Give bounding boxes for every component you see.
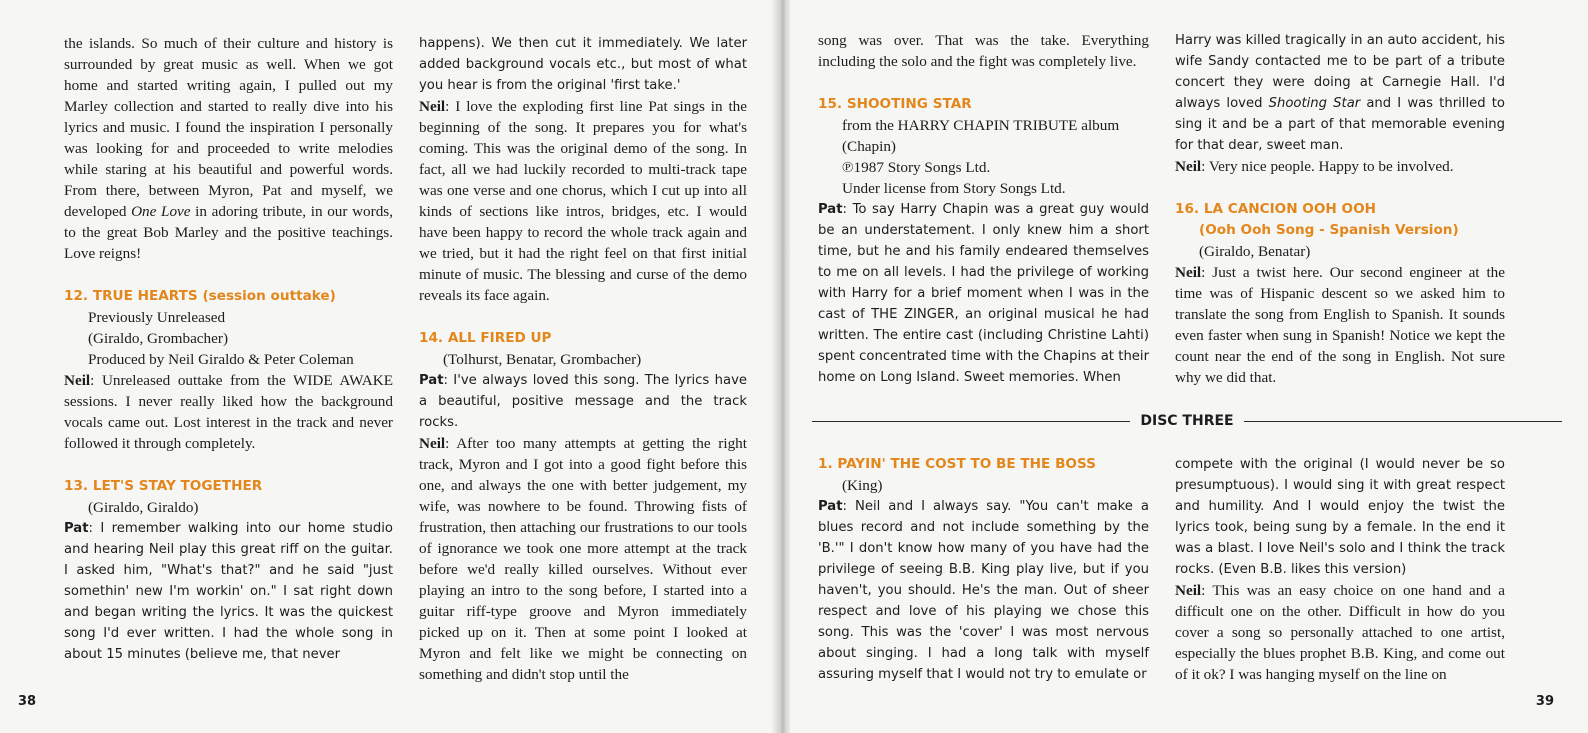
track-15-credit: (Chapin) <box>842 138 896 155</box>
paragraph-text: in adoring tribute, in our words, to the great Bob Marley and the positive teachings. Love reigns! <box>64 203 393 262</box>
track-16-subheading: (Ooh Ooh Song - Spanish Version) <box>1199 222 1459 238</box>
track-13-comment <box>64 518 393 665</box>
payin-cost-continued: compete with the original (I would never be so presumptuous). I would sing it with great respect and humility. And I would enjoy the twist the lyrics took, being sung by a female. In the end it was a blast. I love Neil's solo and I think the track rocks. (Even B.B. likes this version) <box>1175 457 1505 577</box>
track-14-neil-comment <box>419 433 747 685</box>
left-column-1 <box>64 33 393 665</box>
comment-text: : After too many attempts at getting the right track, Myron and I got into a good fight before this one, and always the one with better judgement, my wife, was nowhere to be found. Throwing fists of frustration, then attaching our frustrations to our tools of ignorance we took one more attempt at the track before we'd really killed ourselves. Without ever playing an intro to the song before, I started into a guitar riff-type groove and Myron immediately picked up on it. Then at some point I looked at Myron and felt like we might be connecting on something and didn't stop until the <box>419 435 747 683</box>
track-16-heading: 16. LA CANCION OOH OOH <box>1175 201 1377 217</box>
page-number-left: 38 <box>18 694 37 709</box>
track-13-credit: (Giraldo, Giraldo) <box>88 499 199 516</box>
disc3-track-1-heading: 1. PAYIN' THE COST TO BE THE BOSS <box>818 456 1096 472</box>
track-12-credit: (Giraldo, Grombacher) <box>88 330 229 347</box>
track-16-credit: (Giraldo, Benatar) <box>1199 243 1311 260</box>
track-15-line: from the HARRY CHAPIN TRIBUTE album <box>842 117 1120 134</box>
comment-text: : Very nice people. Happy to be involved. <box>1201 158 1454 175</box>
right-column-1 <box>818 30 1149 388</box>
comment-text: : Neil and I always say. "You can't make a blues record and not include something by the 'B.'" I don't know how many of you have had the privilege of seeing B.B. King play live, but if you haven't, you should. He's the man. Out of sheer respect and love of his playing we chose this song. This was the 'cover' I was most nervous about singing. I had a long talk with myself assuring myself that I would not try to emulate or <box>818 499 1149 682</box>
comment-text: : I remember walking into our home studio and hearing Neil play this great riff on the guitar. I asked him, "What's that?" and he said "just somethin' new I'm workin' on." I sat right down and began writing the lyrics. It was the quickest song I'd ever written. I had the whole song in about 15 minutes (believe me, that never <box>64 521 393 662</box>
speaker-label: Pat <box>64 521 89 536</box>
left-column-2 <box>419 33 747 685</box>
paragraph-text: the islands. So much of their culture and history is surrounded by great music as well. When we got home and started writing again, I pulled out my Marley collection and started to really dive into his lyrics and music. I found the inspiration I personally was looking for and proceeded to write melodies while staring at his beautiful and powerful words. From there, between Myron, Pat and myself, we developed <box>64 35 393 220</box>
speaker-label: Pat <box>419 373 444 388</box>
paragraph-text: and I was thrilled to sing it and be a part of that memorable evening for that dear, sweet man. <box>1175 96 1505 153</box>
speaker-label: Neil <box>1175 158 1202 175</box>
divider-line <box>812 421 1130 422</box>
shooting-star-continued <box>1175 30 1505 156</box>
disc3-track-1-comment <box>818 496 1149 685</box>
track-15-copyright: ℗1987 Story Songs Ltd. <box>842 159 991 176</box>
song-title-italic: One Love <box>131 203 191 220</box>
neil-comment-disc3-1 <box>1175 580 1505 685</box>
track-14-heading: 14. ALL FIRED UP <box>419 330 552 346</box>
track-15-comment <box>818 199 1149 388</box>
right-column-2 <box>1175 30 1505 388</box>
divider-line <box>1244 421 1562 422</box>
let-stay-together-continued: happens). We then cut it immediately. We later added background vocals etc., but most of what you hear is from the original 'first take.' <box>419 36 747 93</box>
one-love-paragraph <box>64 33 393 264</box>
speaker-label: Neil <box>1175 582 1202 599</box>
right-column-3 <box>818 454 1149 685</box>
comment-text: : I've always loved this song. The lyrics have a beautiful, positive message and the track rocks. <box>419 373 747 430</box>
track-13-heading: 13. LET'S STAY TOGETHER <box>64 478 263 494</box>
page-number-right: 39 <box>1535 694 1554 709</box>
speaker-label: Neil <box>64 372 91 389</box>
neil-comment-13 <box>419 96 747 306</box>
left-page <box>0 0 784 733</box>
track-12-comment <box>64 370 393 454</box>
comment-text: : Unreleased outtake from the WIDE AWAKE sessions. I never really liked how the background vocals came out. Lost interest in the track and never followed it through completely. <box>64 372 393 452</box>
song-title-italic: Shooting Star <box>1268 96 1361 111</box>
speaker-label: Neil <box>419 435 446 452</box>
track-12-line: Previously Unreleased <box>88 309 226 326</box>
track-15-heading: 15. SHOOTING STAR <box>818 96 972 112</box>
track-16-comment <box>1175 262 1505 388</box>
track-12-heading: 12. TRUE HEARTS (session outtake) <box>64 288 336 304</box>
comment-text: : I love the exploding first line Pat sings in the beginning of the song. It prepares you for what's coming. This was the original demo of the song. In fact, all we had luckily recorded to multi-track tape was one verse and one chorus, which I cut up into all kinds of sections like intros, bridges, etc. I would have been happy to record the whole track again and we tried, but it had the right feel on that first initial minute of music. The blessing and curse of the demo reveals its face again. <box>419 98 747 304</box>
right-column-4 <box>1175 454 1505 685</box>
right-page <box>790 0 1588 733</box>
neil-comment-15 <box>1175 156 1505 177</box>
comment-text: : To say Harry Chapin was a great guy would be an understatement. I only knew him a short time, but he and his family endeared themselves to me on all levels. I had the privilege of working with Harry for a brief moment when I was in the cast of THE ZINGER, an original musical he had written. The entire cast (including Christine Lahti) spent concentrated time with the Chapins at their home on Long Island. Sweet memories. When <box>818 202 1149 385</box>
comment-text: : This was an easy choice on one hand and a difficult one on the other. Difficult in how do you cover a song so personally attached to one artist, especially the blues prophet B.B. King, and come out of it ok? I was hanging myself on the line on <box>1175 582 1505 683</box>
paragraph-text: Harry was killed tragically in an auto accident, his wife Sandy contacted me to be part of a tribute concert they were doing at Carnegie Hall. I'd always loved <box>1175 33 1505 111</box>
speaker-label: Pat <box>818 202 843 217</box>
speaker-label: Neil <box>419 98 446 115</box>
all-fired-up-continued: song was over. That was the take. Everything including the solo and the fight was completely live. <box>818 32 1149 70</box>
track-14-credit: (Tolhurst, Benatar, Grombacher) <box>443 351 642 368</box>
speaker-label: Neil <box>1175 264 1202 281</box>
disc-three-label: DISC THREE <box>1140 413 1234 429</box>
comment-text: : Just a twist here. Our second engineer at the time was of Hispanic descent so we asked him to translate the song from English to Spanish. It sounds even faster when sung in Spanish! Notice we kept the count near the end of the song in English. Not sure why we did that. <box>1175 264 1505 386</box>
disc-three-divider <box>812 410 1562 432</box>
track-14-pat-comment <box>419 370 747 433</box>
disc3-track-1-credit: (King) <box>842 477 883 494</box>
track-15-license: Under license from Story Songs Ltd. <box>842 180 1066 197</box>
track-12-producer: Produced by Neil Giraldo & Peter Coleman <box>88 351 354 368</box>
speaker-label: Pat <box>818 499 843 514</box>
